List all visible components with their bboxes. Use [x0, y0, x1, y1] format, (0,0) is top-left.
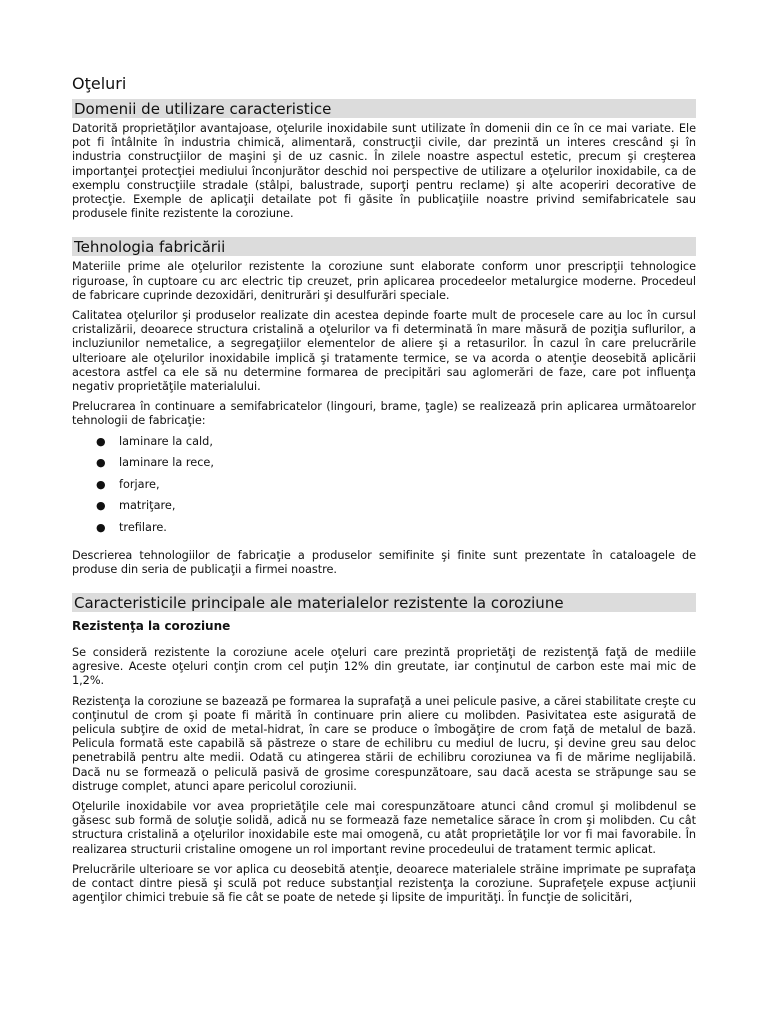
paragraph: Prelucrarea în continuare a semifabricatelor (lingouri, brame, ţagle) se realizează prin aplicarea următoarelor tehnologii de fabricaţie:	[72, 400, 696, 428]
list-item: ● matriţare,	[96, 499, 176, 513]
paragraph: Materiile prime ale oţelurilor rezistente la coroziune sunt elaborate conform unor prescripţii tehnologice riguroase, în cuptoare cu arc electric tip creuzet, prin aplicarea procedeelor metalurgice moderne. Procedeul de fabricare cuprinde dezoxidări, denitrurări şi desulfurări speciale.	[72, 260, 696, 302]
list-item: ● trefilare.	[96, 521, 167, 535]
list-item: ● laminare la cald,	[96, 434, 213, 448]
section-heading-caracteristicile: Caracteristicile principale ale materialelor rezistente la coroziune	[72, 593, 696, 612]
paragraph: Rezistenţa la coroziune se bazează pe formarea la suprafaţă a unei pelicule pasive, a cărei stabilitate creşte cu conţinutul de crom şi poate fi mărită în continuare prin aliere cu molibden. Pasivitatea este asigurată de pelicula subţire de oxid de metal-hidrat, în care se produce o îmbogăţire de crom faţă de metalul de bază. Pelicula formată este capabilă să păstreze o stare de echilibru cu mediul de lucru, şi devine greu sau deloc penetrabilă pentru alte medii. Odată cu atingerea stării de echilibru coroziunea va fi de mărime neglijabilă. Dacă nu se formează o peliculă pasivă de grosime corespunzătoare, sau dacă acesta se străpunge sau se distruge complet, atunci apare pericolul coroziunii.	[72, 694, 696, 793]
bullet-icon: ●	[96, 499, 106, 513]
bullet-icon: ●	[96, 477, 106, 491]
subheading-rezistenta: Rezistenţa la coroziune	[72, 619, 231, 634]
section-heading-tehnologia: Tehnologia fabricării	[72, 237, 696, 256]
bullet-icon: ●	[96, 456, 106, 470]
paragraph: Prelucrările ulterioare se vor aplica cu deosebită atenţie, deoarece materialele străine imprimate pe suprafaţa de contact dintre piesă şi sculă pot reduce substanţial rezistenţa la coroziune. Suprafeţele expuse acţiunii agenţilor chimici trebuie să fie cât se poate de netede şi lipsite de impurităţi. În funcţie de solicitări,	[72, 862, 696, 905]
paragraph: Datorită proprietăţilor avantajoase, oţelurile inoxidabile sunt utilizate în domenii din ce în ce mai variate. Ele pot fi întâlnite în industria chimică, alimentară, construcţii civile, dar prezintă un interes crescând şi în industria construcţiilor de maşini şi de uz casnic. În zilele noastre aspectul estetic, precum şi creşterea importanţei protecţiei mediului înconjurător deschid noi perspective de utilizare a oţelurilor inoxidabile, ca de exemplu construcţiile stradale (stâlpi, balustrade, suporţi pentru reclame) şi alte acoperiri decorative de protecţie. Exemple de aplicaţii detailate pot fi găsite în publicaţiile noastre privind semifabricatele sau produsele finite rezistente la coroziune.	[72, 122, 696, 221]
document-content	[72, 74, 696, 911]
paragraph: Se consideră rezistente la coroziune acele oţeluri care prezintă proprietăţi de rezistenţă faţă de mediile agresive. Aceste oţeluri conţin crom cel puţin 12% din greutate, iar conţinutul de carbon este mai mic de 1,2%.	[72, 646, 696, 688]
paragraph: Descrierea tehnologiilor de fabricaţie a produselor semifinite şi finite sunt prezentate în cataloagele de produse din seria de publicaţii a firmei noastre.	[72, 548, 696, 576]
list-item: ● laminare la rece,	[96, 456, 214, 470]
paragraph: Oţelurile inoxidabile vor avea proprietăţile cele mai corespunzătoare atunci când cromul şi molibdenul se găsesc sub formă de soluţie solidă, adică nu se formează faze nemetalice sărace în crom şi molibden. Cu cât structura cristalină a oţelurilor inoxidabile este mai omogenă, cu atât proprietăţile lor vor fi mai favorabile. În realizarea structurii cristaline omogene un rol important revine procedeului de tratament termic aplicat.	[72, 800, 696, 856]
paragraph: Calitatea oţelurilor şi produselor realizate din acestea depinde foarte mult de procesele care au loc în cursul cristalizării, deoarece structura cristalină a oţelurilor va fi determinată în mare măsură de poziţia suflurilor, a incluziunilor nemetalice, a segregaţiilor elementelor de aliere şi a retasurilor. În cazul în care prelucrările ulterioare ale oţelurilor inoxidabile implică şi tratamente termice, se va acorda o atenţie deosebită aplicării acestora astfel ca ele să nu determine formarea de precipitări sau aglomerări de faze, care pot influenţa negativ proprietăţile materialului.	[72, 309, 696, 394]
bullet-icon: ●	[96, 521, 106, 535]
technology-list	[72, 435, 696, 543]
section-heading-domenii: Domenii de utilizare caracteristice	[72, 99, 696, 118]
document-title: Oţeluri	[72, 74, 127, 93]
list-item: ● forjare,	[96, 477, 160, 491]
bullet-icon: ●	[96, 434, 106, 448]
